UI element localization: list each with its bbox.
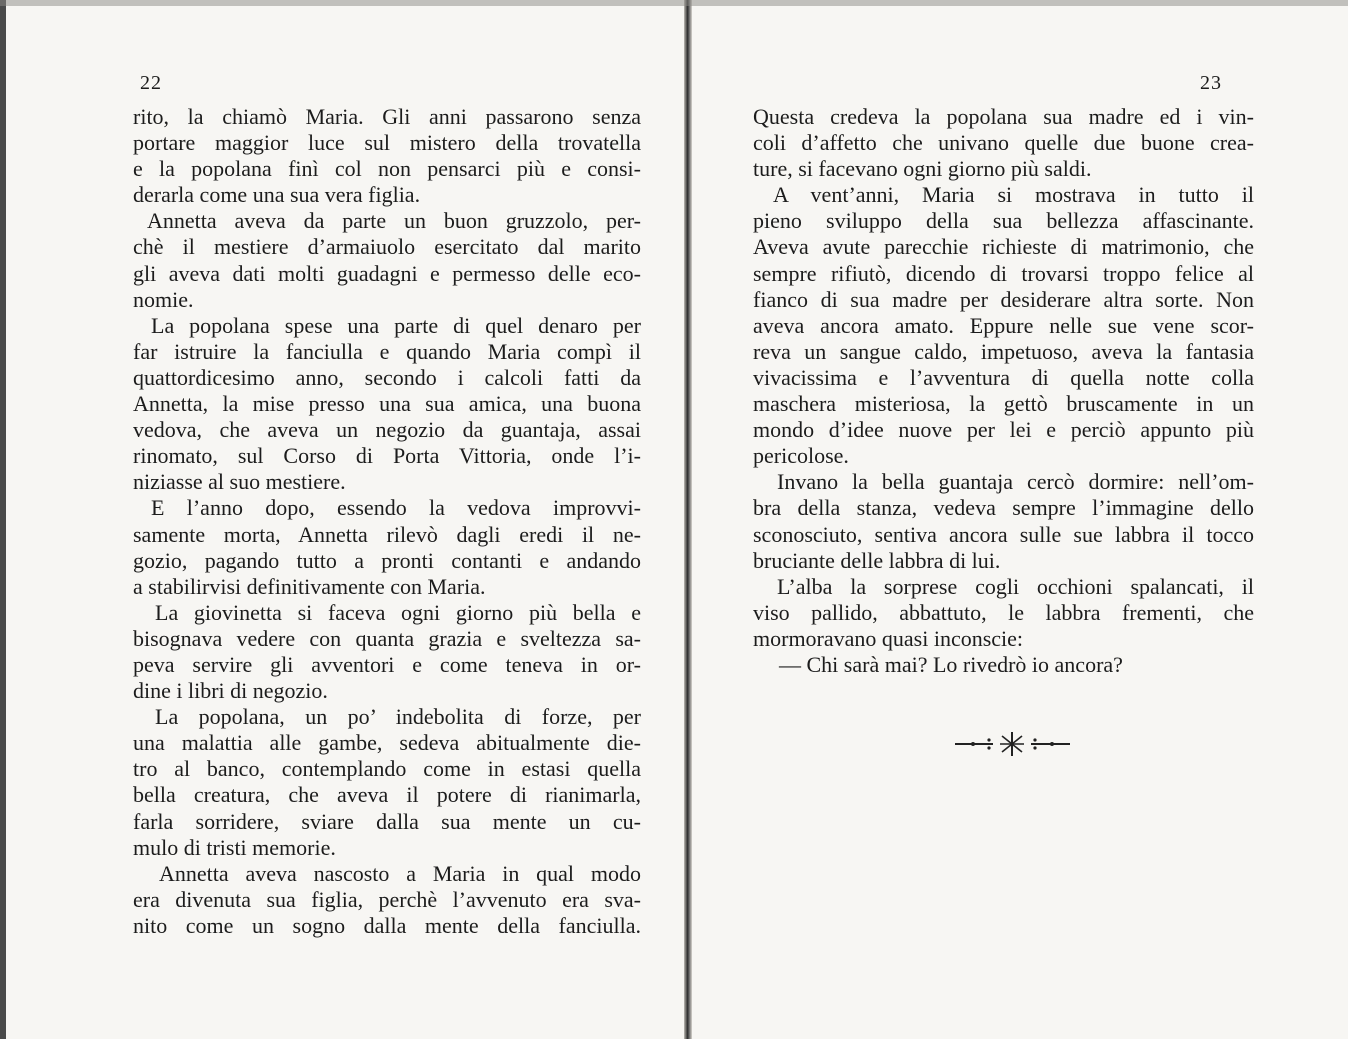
text-line: gozio, pagando tutto a pronti contanti e andando: [133, 547, 641, 573]
text-line: rinomato, sul Corso di Porta Vittoria, onde l’i-: [133, 443, 641, 469]
text-line: L’alba la sorprese cogli occhioni spalancati, il: [777, 573, 1254, 599]
text-line: vivacissima e l’avventura di quella notte colla: [753, 364, 1254, 390]
text-line: E l’anno dopo, essendo la vedova improvvi-: [151, 495, 641, 521]
text-line: una malattia alle gambe, sedeva abitualmente die-: [133, 730, 641, 756]
decorative-ornament-icon: [955, 730, 1070, 758]
text-line: far istruire la fanciulla e quando Maria compì il: [133, 338, 641, 364]
book-gutter: [684, 0, 692, 1039]
page-top-edge: [0, 0, 1348, 6]
text-line: derarla come una sua vera figlia.: [133, 182, 421, 208]
text-line: bella creatura, che aveva il potere di rianimarla,: [133, 782, 641, 808]
text-line: Annetta aveva nascosto a Maria in qual modo: [159, 860, 641, 886]
text-line: farla sorridere, sviare dalla sua mente un cu-: [133, 808, 641, 834]
text-line: maschera misteriosa, la gettò bruscamente in un: [753, 391, 1254, 417]
text-line: ture, si facevano ogni giorno più saldi.: [753, 156, 1092, 182]
text-line: pericolose.: [753, 443, 849, 469]
text-line: coli d’affetto che univano quelle due buone crea-: [753, 130, 1254, 156]
text-line: sconosciuto, sentiva ancora sulle sue labbra il tocco: [753, 521, 1254, 547]
text-line: fianco di sua madre per desiderare altra sorte. Non: [753, 286, 1254, 312]
text-line: bra della stanza, vedeva sempre l’immagine dello: [753, 495, 1254, 521]
text-line: bisognava vedere con quanta grazia e sveltezza sa-: [133, 625, 641, 651]
text-line: Annetta aveva da parte un buon gruzzolo, per-: [147, 208, 641, 234]
text-line: La popolana spese una parte di quel denaro per: [151, 312, 641, 338]
text-line: sempre rifiutò, dicendo di trovarsi troppo felice al: [753, 260, 1254, 286]
right-page-body: [753, 104, 1254, 678]
text-line: Questa credeva la popolana sua madre ed i vin-: [753, 104, 1254, 129]
text-line: Aveva avute parecchie richieste di matrimonio, che: [753, 234, 1254, 260]
text-line: niziasse al suo mestiere.: [133, 469, 346, 495]
text-line: pieno sviluppo della sua bellezza affascinante.: [753, 208, 1254, 234]
text-line: aveva ancora amato. Eppure nelle sue vene scor-: [753, 312, 1254, 338]
text-line: quattordicesimo anno, secondo i calcoli fatti da: [133, 364, 641, 390]
text-line: a stabilirvisi definitivamente con Maria.: [133, 573, 486, 599]
left-page-body: [133, 104, 641, 939]
text-line: mulo di tristi memorie.: [133, 834, 336, 860]
text-line: mormoravano quasi inconscie:: [753, 625, 1024, 651]
text-line: gli aveva dati molti guadagni e permesso delle eco-: [133, 260, 641, 286]
text-line: e la popolana finì col non pensarci più e consi-: [133, 156, 641, 182]
text-line: — Chi sarà mai? Lo rivedrò io ancora?: [779, 651, 1123, 677]
text-line: chè il mestiere d’armaiuolo esercitato dal marito: [133, 234, 641, 260]
text-line: portare maggior luce sul mistero della trovatella: [133, 130, 641, 156]
text-line: viso pallido, abbattuto, le labbra frementi, che: [753, 599, 1254, 625]
text-line: La giovinetta si faceva ogni giorno più bella e: [155, 599, 641, 625]
text-line: rito, la chiamò Maria. Gli anni passarono senza: [133, 104, 641, 129]
text-line: era divenuta sua figlia, perchè l’avvenuto era sva-: [133, 886, 641, 912]
text-line: nito come un sogno dalla mente della fanciulla.: [133, 912, 641, 938]
left-page-number: 22: [140, 72, 162, 94]
text-line: peva servire gli avventori e come teneva in or-: [133, 651, 641, 677]
text-line: Annetta, la mise presso una sua amica, una buona: [133, 391, 641, 417]
text-line: reva un sangue caldo, impetuoso, aveva la fantasia: [753, 338, 1254, 364]
text-line: Invano la bella guantaja cercò dormire: nell’om-: [777, 469, 1254, 495]
text-line: bruciante delle labbra di lui.: [753, 547, 1001, 573]
text-line: vedova, che aveva un negozio da guantaja, assai: [133, 417, 641, 443]
text-line: A vent’anni, Maria si mostrava in tutto il: [773, 182, 1254, 208]
text-line: nomie.: [133, 286, 194, 312]
text-line: mondo d’idee nuove per lei e perciò appunto più: [753, 417, 1254, 443]
text-line: samente morta, Annetta rilevò dagli eredi il ne-: [133, 521, 641, 547]
text-line: tro al banco, contemplando come in estasi quella: [133, 756, 641, 782]
text-line: La popolana, un po’ indebolita di forze, per: [155, 704, 641, 730]
right-page-number: 23: [1200, 72, 1222, 94]
text-line: dine i libri di negozio.: [133, 678, 328, 704]
